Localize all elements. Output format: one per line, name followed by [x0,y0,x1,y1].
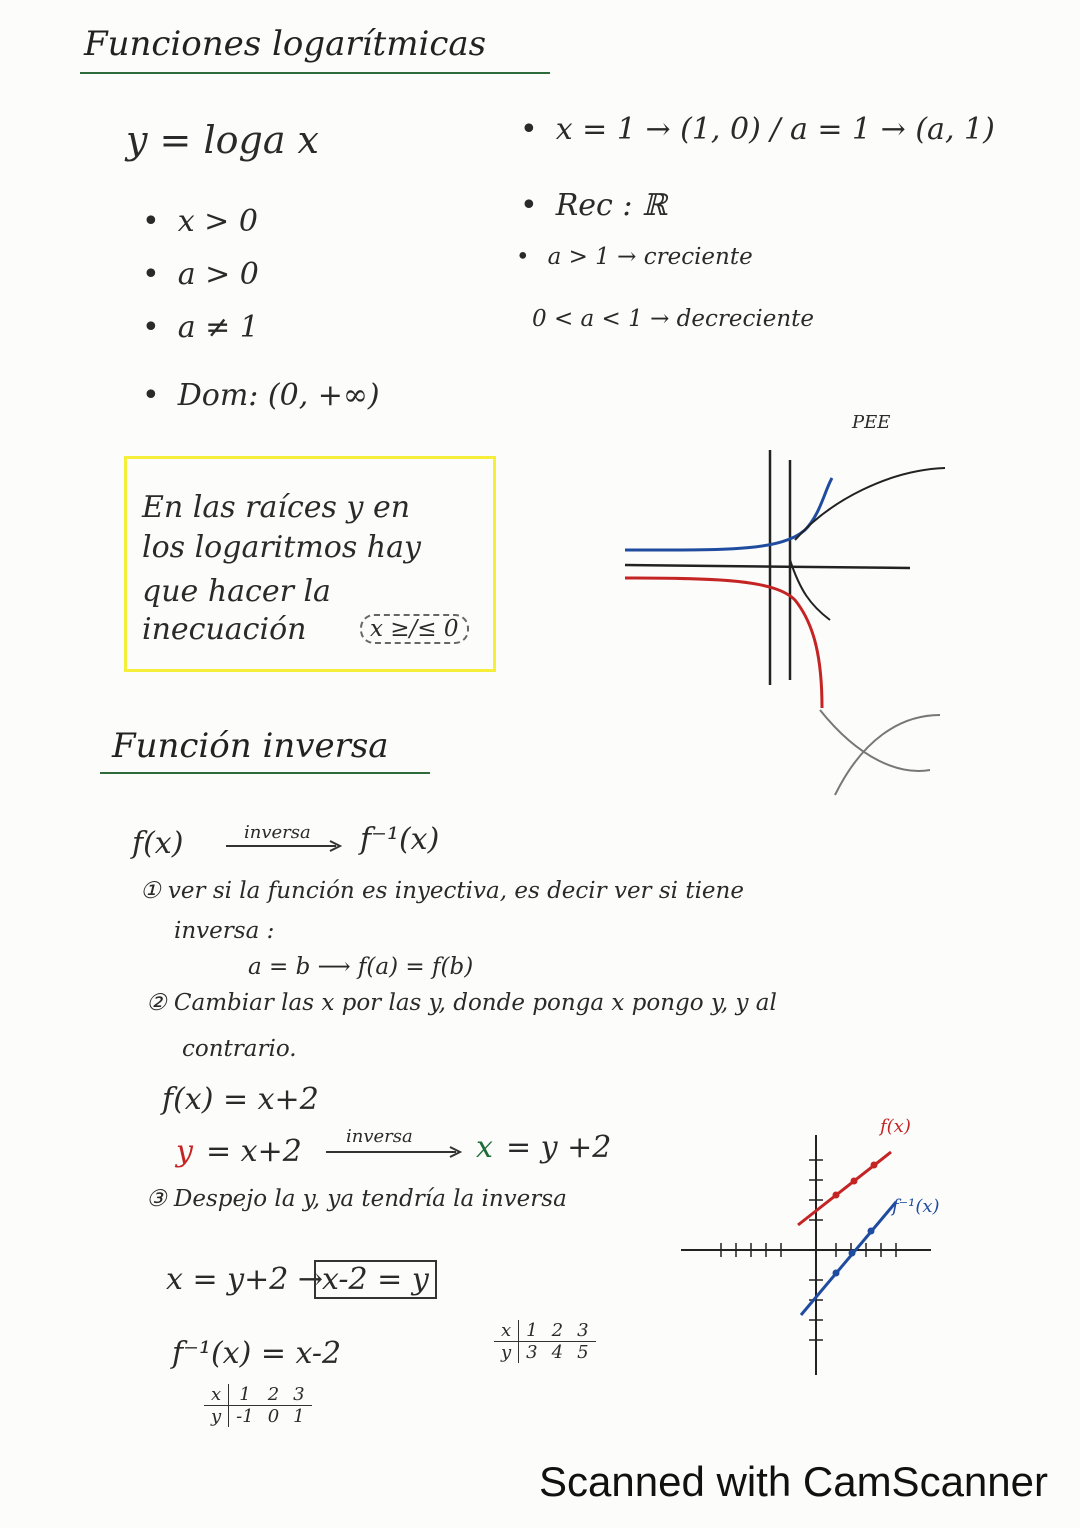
mapping-from: f(x) [132,826,184,861]
point-f-2 [851,1178,858,1185]
note-line-2: los logaritmos hay [142,530,421,565]
table-cell: 4 [551,1342,564,1363]
note-line-1: En las raíces y en [142,490,411,525]
log-graph-sketch [600,440,960,810]
table-cell: -1 [236,1406,254,1427]
title-underline-2 [100,772,430,774]
table-cell: 1 [519,1320,545,1342]
step-3: ③ Despejo la y, ya tendría la inversa [146,1186,567,1212]
table-inverse-x-label: x [204,1384,229,1406]
example-right-x: x [476,1130,493,1165]
example-left-y: y [176,1134,193,1169]
point-inv-2 [849,1250,856,1257]
graph-label-f: f(x) [880,1116,911,1137]
table-cell: 3 [570,1320,595,1342]
step-1-cont: inversa : [174,918,275,944]
table-f-y-label: y [494,1342,519,1364]
graph-label-pee: PEE [852,412,891,433]
section-title-logarithmic: Funciones logarítmicas [84,24,487,64]
example-right-rest: = y +2 [506,1130,612,1165]
point-inv-1 [833,1270,840,1277]
example-left-rest: = x+2 [206,1134,302,1169]
title-underline [80,72,550,74]
note-line-3: que hacer la [142,574,331,609]
log-formula: y = loga x [126,118,319,162]
table-cell: 1 [229,1384,261,1406]
table-cell: 2 [261,1384,286,1406]
line-f [798,1152,891,1225]
table-inverse-y-label: y [204,1406,229,1428]
mapping-arrow-label: inversa [244,822,311,843]
table-f-x-label: x [494,1320,519,1342]
property-decreasing: 0 < a < 1 → decreciente [532,306,814,332]
mapping-to: f⁻¹(x) [360,822,440,857]
table-cell: 3 [526,1342,538,1363]
condition-a-not-one: • a ≠ 1 [142,310,259,345]
table-cell: 0 [267,1406,280,1427]
condition-a-positive: • a > 0 [142,257,259,292]
example-arrow-label: inversa [346,1126,413,1147]
property-range: • Rec : ℝ [520,188,667,223]
table-cell: 2 [545,1320,570,1342]
condition-x-positive: • x > 0 [142,204,258,239]
domain: • Dom: (0, +∞) [142,378,380,413]
axis-horizontal-1 [625,565,910,568]
step-2: ② Cambiar las x por las y, donde ponga x pongo y, y al [146,990,777,1016]
note-inequality: x ≥/≤ 0 [360,614,469,644]
point-f-1 [833,1192,840,1199]
curve-grey-2 [835,715,940,795]
scanner-watermark: Scanned with CamScanner [539,1458,1048,1505]
section-title-inverse: Función inversa [112,726,389,766]
note-line-4: inecuación [142,612,307,647]
example-function: f(x) = x+2 [162,1082,319,1117]
table-cell: 1 [293,1406,305,1427]
table-inverse [204,1384,312,1427]
point-f-3 [871,1162,878,1169]
step-1-equation: a = b ⟶ f(a) = f(b) [248,954,474,980]
mapping-arrow-icon [226,840,346,854]
table-f [494,1320,596,1363]
solve-left: x = y+2 → [166,1262,323,1297]
property-increasing: • a > 1 → creciente [516,244,753,270]
curve-blue [625,478,832,550]
graph-label-inverse: f⁻¹(x) [892,1196,940,1217]
curve-red [625,578,822,708]
property-points: • x = 1 → (1, 0) / a = 1 → (a, 1) [520,112,995,147]
inverse-result: f⁻¹(x) = x-2 [172,1336,342,1371]
example-arrow-icon [326,1146,466,1160]
table-cell: 5 [577,1342,589,1363]
inverse-line-graph [676,1130,936,1380]
curve-black-down [790,560,830,620]
point-inv-3 [868,1228,875,1235]
step-2-cont: contrario. [182,1036,297,1062]
solve-boxed: x-2 = y [314,1260,437,1299]
curve-black-up [795,468,945,540]
step-1: ① ver si la función es inyectiva, es decir ver si tiene [140,878,744,904]
table-cell: 3 [286,1384,311,1406]
